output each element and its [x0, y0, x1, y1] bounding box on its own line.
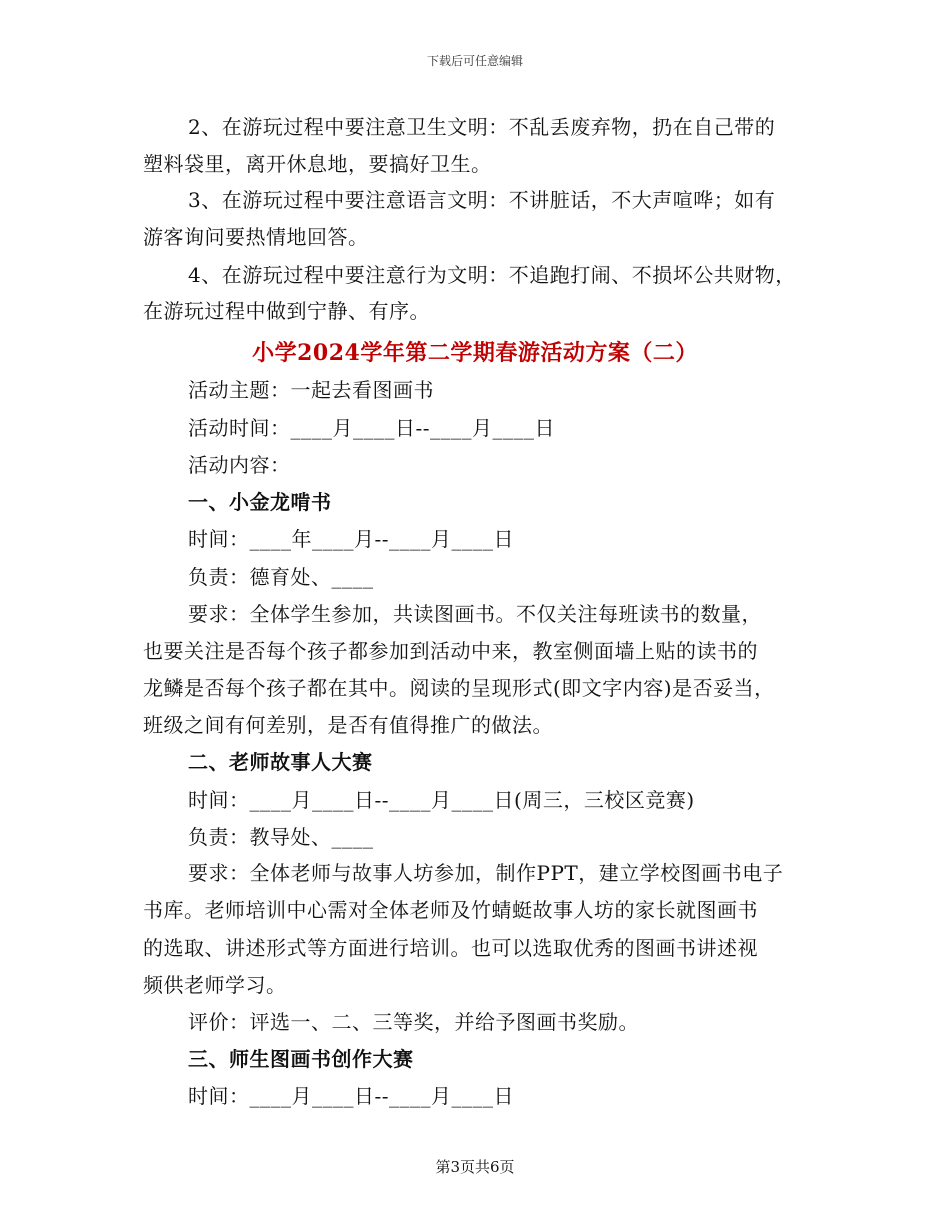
page-header-note: 下载后可任意编辑	[426, 54, 523, 68]
paragraph-line: 3、在游玩过程中要注意语言文明：不讲脏话，不大声喧哗；如有	[188, 188, 776, 212]
paragraph-line: 时间：____年____月--____月____日	[188, 527, 515, 551]
paragraph-line: 4、在游玩过程中要注意行为文明：不追跑打闹、不损坏公共财物，	[188, 263, 796, 287]
paragraph-line: 负责：教导处、____	[188, 825, 374, 849]
paragraph-line: 龙鳞是否每个孩子都在其中。阅读的呈现形式(即文字内容)是否妥当，	[143, 676, 775, 700]
paragraph-line: 频供老师学习。	[143, 973, 287, 997]
section-title: 小学2024学年第二学期春游活动方案（二）	[252, 340, 698, 366]
subsection-heading-2: 二、老师故事人大赛	[188, 750, 373, 774]
paragraph-line: 游客询问要热情地回答。	[143, 225, 369, 249]
paragraph-line: 要求：全体学生参加，共读图画书。不仅关注每班读书的数量，	[188, 602, 762, 626]
paragraph-line: 的选取、讲述形式等方面进行培训。也可以选取优秀的图画书讲述视	[143, 936, 758, 960]
paragraph-line: 班级之间有何差别，是否有值得推广的做法。	[143, 713, 553, 737]
activity-theme: 活动主题：一起去看图画书	[188, 378, 434, 402]
paragraph-line: 时间：____月____日--____月____日(周三，三校区竞赛)	[188, 788, 695, 812]
paragraph-line: 2、在游玩过程中要注意卫生文明：不乱丢废弃物，扔在自己带的	[188, 115, 776, 139]
activity-content-label: 活动内容：	[188, 453, 291, 477]
activity-time: 活动时间：____月____日--____月____日	[188, 416, 556, 440]
page-footer-number: 第3页共6页	[435, 1158, 515, 1176]
paragraph-line: 塑料袋里，离开休息地，要搞好卫生。	[143, 152, 492, 176]
subsection-heading-1: 一、小金龙啃书	[188, 490, 332, 514]
paragraph-line: 评价：评选一、二、三等奖，并给予图画书奖励。	[188, 1010, 639, 1034]
paragraph-line: 书库。老师培训中心需对全体老师及竹蜻蜓故事人坊的家长就图画书	[143, 898, 758, 922]
paragraph-line: 时间：____月____日--____月____日	[188, 1084, 515, 1108]
subsection-heading-3: 三、师生图画书创作大赛	[188, 1047, 414, 1071]
paragraph-line: 负责：德育处、____	[188, 565, 374, 589]
paragraph-line: 在游玩过程中做到宁静、有序。	[143, 299, 430, 323]
paragraph-line: 要求：全体老师与故事人坊参加，制作PPT，建立学校图画书电子	[188, 861, 784, 885]
paragraph-line: 也要关注是否每个孩子都参加到活动中来，教室侧面墙上贴的读书的	[143, 639, 758, 663]
